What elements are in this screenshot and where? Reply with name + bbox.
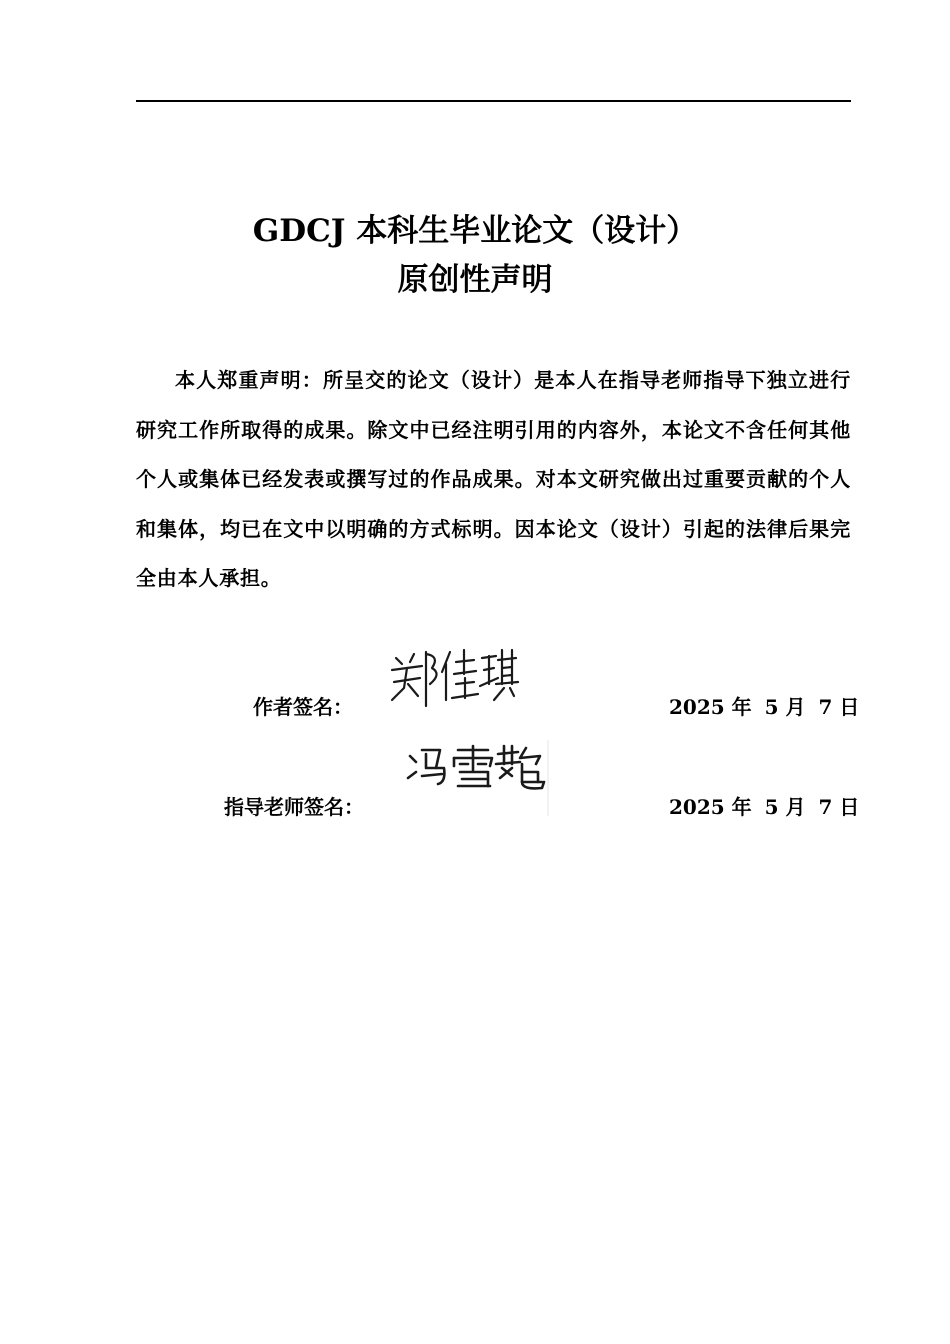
- author-date-day-unit: 日: [839, 695, 860, 719]
- author-signature-date: [669, 693, 859, 721]
- advisor-date-year: 2025: [669, 795, 725, 819]
- advisor-date-month-unit: 月: [785, 795, 806, 819]
- header-rule: [136, 100, 851, 102]
- author-date-month-unit: 月: [785, 695, 806, 719]
- advisor-handwritten-signature: [404, 738, 552, 818]
- advisor-signature-label: 指导老师签名：: [224, 795, 364, 819]
- author-date-year: 2025: [669, 695, 725, 719]
- advisor-date-year-unit: 年: [731, 795, 752, 819]
- page-title: GDCJ 本科生毕业论文（设计）: [252, 213, 698, 249]
- declaration-paragraph: 本人郑重声明：所呈交的论文（设计）是本人在指导老师指导下独立进行研究工作所取得的成果。除文中已经注明引用的内容外，本论文不含任何其他个人或集体已经发表或撰写过的作品成果。对本文研究做出过重要贡献的个人和集体，均已在文中以明确的方式标明。因本论文（设计）引起的法律后果完全由本人承担。: [136, 368, 851, 590]
- author-date-year-unit: 年: [731, 695, 752, 719]
- author-signature-label: 作者签名：: [253, 695, 353, 719]
- page-subtitle: 原创性声明: [397, 262, 553, 298]
- advisor-date-month: 5: [764, 795, 779, 819]
- author-handwritten-signature: [386, 640, 521, 712]
- advisor-date-day: 7: [818, 795, 833, 819]
- author-date-month: 5: [764, 695, 779, 719]
- advisor-signature-date: [669, 793, 859, 821]
- author-date-day: 7: [818, 695, 833, 719]
- advisor-date-day-unit: 日: [839, 795, 860, 819]
